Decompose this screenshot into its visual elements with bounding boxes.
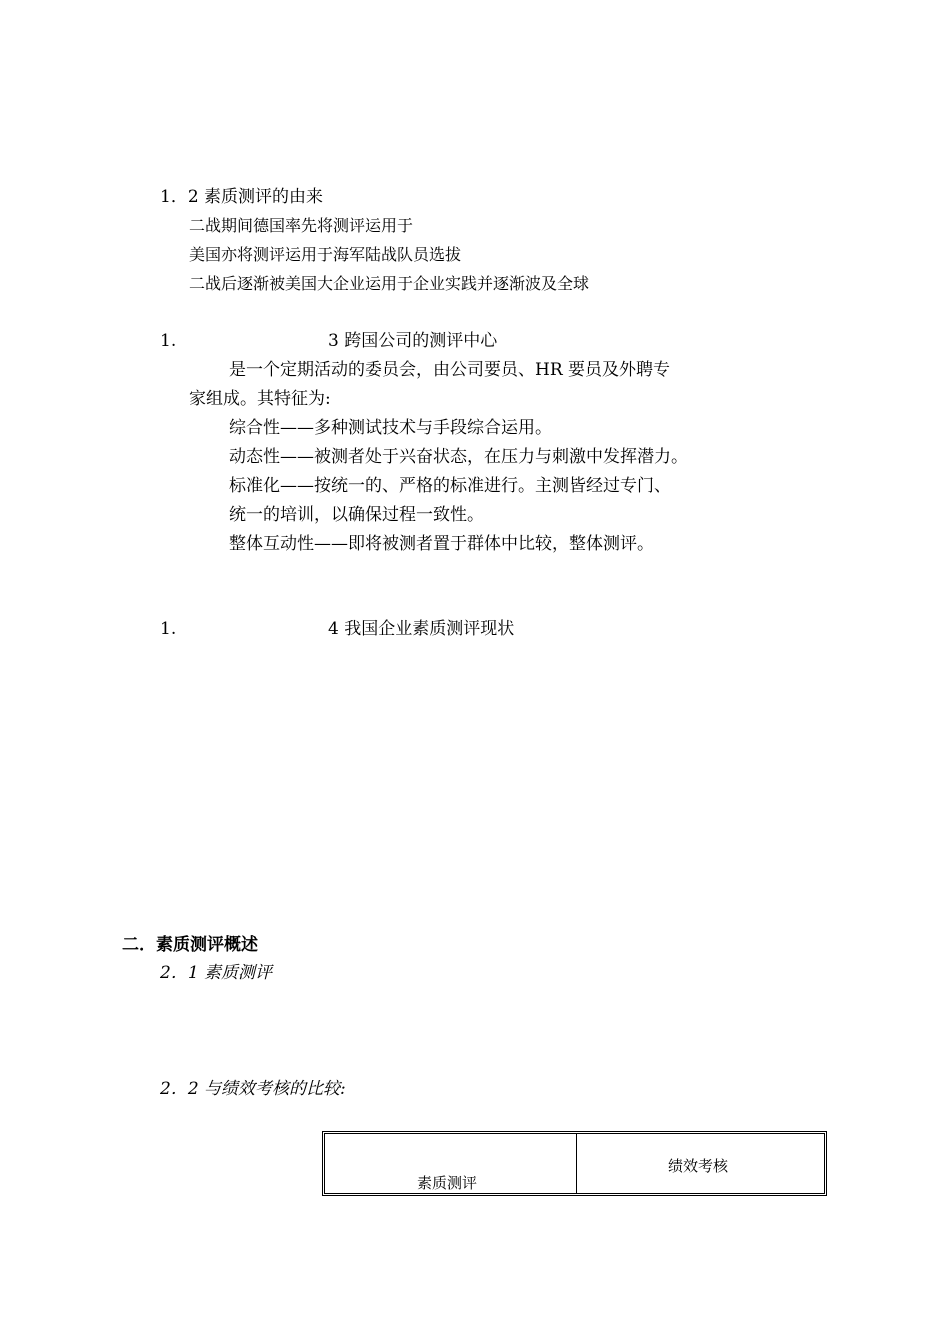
section-2-1-heading: 2．1 素质测评	[160, 963, 273, 983]
section-1-4-number: 1.	[160, 619, 177, 639]
table-header-performance-appraisal: 绩效考核	[668, 1157, 729, 1175]
section-2-heading: 二．素质测评概述	[122, 935, 258, 955]
section-1-3-title: 3 跨国公司的测评中心	[328, 331, 498, 351]
section-1-2-heading: 1．2 素质测评的由来	[160, 187, 324, 207]
table-divider	[576, 1134, 577, 1193]
comparison-table	[322, 1131, 827, 1196]
section-1-2-line: 美国亦将测评运用于海军陆战队员选拔	[189, 245, 462, 264]
section-1-4-title: 4 我国企业素质测评现状	[328, 619, 515, 639]
section-1-3-number: 1.	[160, 331, 177, 351]
section-2-2-heading: 2．2 与绩效考核的比较:	[160, 1079, 346, 1099]
feature-item: 动态性——被测者处于兴奋状态，在压力与刺激中发挥潜力。	[229, 447, 688, 467]
feature-item: 统一的培训，以确保过程一致性。	[229, 505, 484, 525]
table-header-quality-assessment: 素质测评	[417, 1174, 478, 1192]
section-1-3-intro: 是一个定期活动的委员会，由公司要员、HR 要员及外聘专	[229, 360, 671, 380]
feature-item: 综合性——多种测试技术与手段综合运用。	[229, 418, 552, 438]
section-1-2-line: 二战后逐渐被美国大企业运用于企业实践并逐渐波及全球	[189, 274, 590, 293]
section-1-2-line: 二战期间德国率先将测评运用于	[189, 216, 414, 235]
section-1-3-intro: 家组成。其特征为:	[189, 389, 331, 409]
feature-item: 标准化——按统一的、严格的标准进行。主测皆经过专门、	[229, 476, 671, 496]
feature-item: 整体互动性——即将被测者置于群体中比较，整体测评。	[229, 534, 654, 554]
